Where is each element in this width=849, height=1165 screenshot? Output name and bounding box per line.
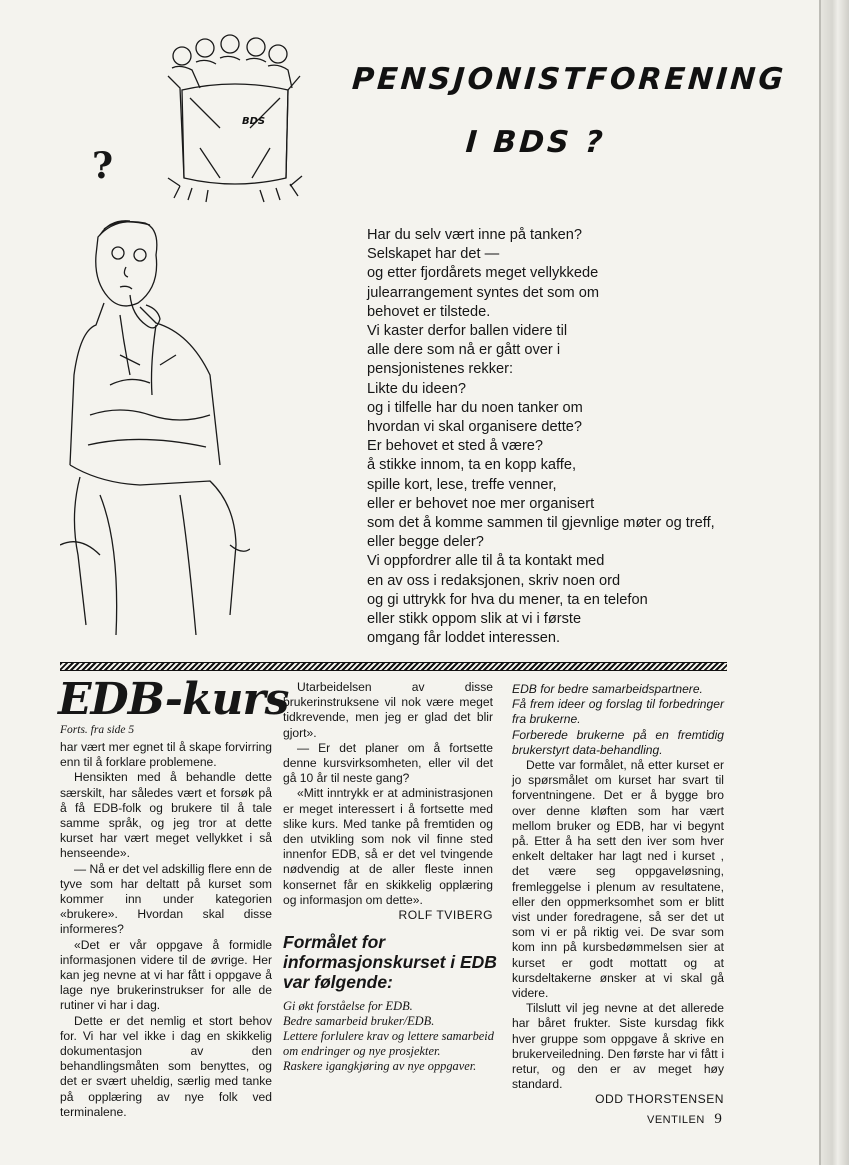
poem-line: en av oss i redaksjonen, skriv noen ord xyxy=(367,572,621,589)
poem-line: Vi kaster derfor ballen videre til xyxy=(367,323,568,340)
page-title xyxy=(347,62,788,160)
group-cartoon-illustration xyxy=(160,28,310,203)
poem-line: eller stikk oppom slik at vi i første xyxy=(367,611,582,628)
goal-item: Bedre samarbeid bruker/EDB. xyxy=(283,1013,435,1028)
invitation-poem xyxy=(367,226,757,648)
goal-item: Gi økt forståelse for EDB. xyxy=(283,999,413,1013)
paragraph: «Mitt inntrykk er at administrasjonen er meget interessert i å fortsette med slike kurs. Med tanke på fremtiden og den utvikling som nok vil finne sted innenfor EDB, så er det vel tvingende nødvendig at de aller fleste innen konsernet får en skikkelig opplæring og informasjon om dette». xyxy=(283,786,493,907)
page-footer xyxy=(647,1111,722,1128)
article-headline: EDB-kurs xyxy=(58,674,289,725)
goal-item: Forberede brukerne på en fremtidig brukerstyrt data-behandling. xyxy=(512,727,724,757)
title-line-2: I BDS ? xyxy=(464,125,607,160)
poem-line: som det å komme sammen til gjevnlige møter og treff, xyxy=(367,515,715,532)
paragraph: Utarbeidelsen av disse brukerinstruksene vil nok være meget tidkrevende, men jeg er glad det blir gjort». xyxy=(283,680,493,740)
briefcase-label: BDS xyxy=(242,116,266,127)
paragraph: «Det er vår oppgave å formidle informasjonen videre til de øvrige. Her kan jeg nevne at vi har fått i oppgave å lage nye brukerinstrukser for alle de rutiner vi har i dag. xyxy=(60,937,272,1013)
poem-line: behovet er tilstede. xyxy=(367,303,491,320)
poem-line: julearrangement syntes det som om xyxy=(367,284,599,301)
paragraph: Tilslutt vil jeg nevne at det allerede har båret frukter. Siste kursdag fikk hver gruppe som oppgave å skrive en brukerveiledning. Den første har vi fått i retur, og den er av meget høy standard. xyxy=(512,1001,724,1092)
poem-line: å stikke innom, ta en kopp kaffe, xyxy=(367,457,577,474)
goal-item: EDB for bedre samarbeidspartnere. xyxy=(512,682,703,696)
poem-line: eller er behovet noe mer organisert xyxy=(367,495,595,512)
thinking-man-illustration xyxy=(60,215,250,645)
poem-line: og i tilfelle har du noen tanker om xyxy=(367,399,583,416)
title-line-1: PENSJONISTFORENING xyxy=(350,62,788,97)
poem-line: Har du selv vært inne på tanken? xyxy=(367,227,582,243)
magazine-name: VENTILEN xyxy=(647,1114,705,1126)
author-signature: ROLF TVIBERG xyxy=(398,908,493,923)
poem-line: omgang får loddet interessen. xyxy=(367,630,561,647)
paragraph: — Er det planer om å fortsette denne kursvirksomheten, eller vil det gå 10 år til neste gang? xyxy=(283,740,493,786)
poem-line: spille kort, lese, treffe venner, xyxy=(367,476,557,493)
article-column-2 xyxy=(283,680,493,923)
poem-line: hvordan vi skal organisere dette? xyxy=(367,419,582,436)
goals-list xyxy=(283,999,495,1074)
goal-item: Få frem ideer og forslag til forbedringer fra brukerne. xyxy=(512,697,724,727)
goal-item: Lettere forlulere krav og lettere samarbeid om endringer og nye prosjekter. xyxy=(283,1028,494,1058)
author-signature: ODD THORSTENSEN xyxy=(595,1092,724,1107)
article-column-3 xyxy=(512,682,724,1108)
section-divider xyxy=(60,662,727,671)
poem-line: alle dere som nå er gått over i xyxy=(367,342,561,359)
article-column-1 xyxy=(60,740,272,1120)
poem-line: Likte du ideen? xyxy=(367,380,466,397)
section-subheading: Formålet for informasjonskurset i EDB var følgende: xyxy=(283,932,497,992)
goal-item: Raskere igangkjøring av nye oppgaver. xyxy=(283,1058,477,1073)
poem-line: eller begge deler? xyxy=(367,534,484,551)
poem-line: og gi uttrykk for hva du mener, ta en telefon xyxy=(367,591,648,608)
poem-line: og etter fjordårets meget vellykkede xyxy=(367,265,599,282)
paragraph: Dette er det nemlig et stort behov for. Vi har vel ikke i dag en skikkelig dokumentasjon av den behandlingsmåten som benyttes, og det er svært uheldig, særlig med tanke på opplæring av nye folk ved terminalene. xyxy=(60,1013,272,1119)
poem-line: Vi oppfordrer alle til å ta kontakt med xyxy=(367,553,605,570)
poem-line: Selskapet har det — xyxy=(367,246,500,263)
page-number: 9 xyxy=(714,1111,723,1127)
paragraph: har vært mer egnet til å skape forvirring enn til å forklare problemene. xyxy=(60,740,272,770)
paragraph: Hensikten med å behandle dette særskilt, har således vært et forsøk på å få EDB-folk og brukere til å tale samme språk, og jeg tror at dette kurset har vært meget vellykket i så henseende». xyxy=(60,770,272,861)
page-edge xyxy=(821,0,849,1165)
poem-line: Er behovet et sted å være? xyxy=(367,438,544,455)
poem-line: pensjonistenes rekker: xyxy=(367,361,514,378)
continued-note: Forts. fra side 5 xyxy=(60,724,135,736)
paragraph: — Nå er det vel adskillig flere enn de tyve som har deltatt på kurset som kommer inn under kategorien «brukere». Hvordan skal disse informeres? xyxy=(60,861,272,937)
paragraph: Dette var formålet, nå etter kurset er jo spørsmålet om kurset har svart til forventningene. Det er å bygge bro over denne kløften som har vært mellom bruker og EDB, har vi begynt på. Etter å ha sett den iver som hver enkelt deltaker har lagt ned i kurset , det være seg oppgaveløsning, fremleggelse i plenum av resultatene, eller den oppmerksomhet som er blitt vist under foredragene, så ser det ut som vi er på riktig vei. De svar som kom inn på kursbedømmelsen sier at kurset er godt mottatt og at kursdeltakerne ønsker at vi skal gå videre. xyxy=(512,758,724,1001)
question-mark: ? xyxy=(92,145,114,187)
